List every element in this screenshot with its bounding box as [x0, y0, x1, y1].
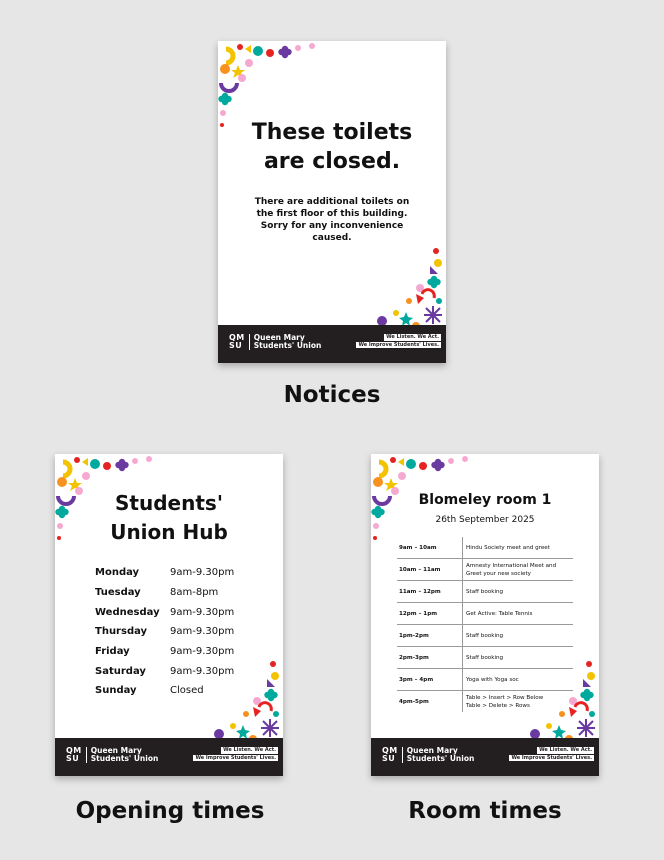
tagline-line1: We Listen. We Act.: [539, 747, 592, 753]
hours-day: Friday: [95, 646, 130, 658]
schedule-row: [397, 537, 573, 559]
schedule-event: [462, 691, 573, 712]
schedule-time: 2pm-3pm: [399, 654, 429, 661]
tagline: [356, 334, 441, 348]
poster-footer: [218, 325, 446, 363]
hub-title-line2: Union Hub: [110, 520, 228, 544]
notice-title-line2: are closed.: [263, 149, 401, 174]
qmsu-logo: [382, 747, 474, 763]
schedule-event-line1: Staff booking: [466, 632, 504, 639]
hours-row: [95, 563, 234, 583]
hours-row: [95, 661, 234, 681]
room-schedule-table: [397, 537, 573, 712]
decorative-shapes-bottom-right: [346, 246, 446, 336]
logo-mark-line1: QM: [66, 746, 82, 756]
hours-time: 9am-9.30pm: [170, 646, 235, 658]
schedule-event: [462, 625, 573, 646]
tagline: [509, 747, 594, 761]
schedule-time: 9am – 10am: [399, 544, 437, 551]
hours-day: Saturday: [95, 665, 146, 677]
schedule-event-line2: Table > Delete > Rows: [466, 702, 530, 709]
schedule-event-line1: Table > Insert > Row Below: [466, 694, 544, 701]
hours-day: Thursday: [95, 626, 148, 638]
hours-row: [95, 622, 234, 642]
schedule-row: [397, 603, 573, 625]
schedule-row: [397, 559, 573, 581]
hours-time: 9am-9.30pm: [170, 665, 235, 677]
notice-body-line: There are additional toilets on: [254, 197, 410, 207]
hours-day: Tuesday: [95, 587, 141, 599]
hours-row: [95, 681, 234, 701]
schedule-row: [397, 581, 573, 603]
notice-poster: [218, 41, 446, 363]
hours-time: Closed: [170, 685, 204, 697]
hours-time: 8am-8pm: [170, 587, 219, 599]
hours-row: [95, 642, 234, 662]
schedule-event-line2: Greet your new society: [466, 570, 531, 577]
schedule-event-line1: Hindu Society meet and greet: [466, 544, 550, 551]
schedule-event-line1: Yoga with Yoga soc: [466, 676, 519, 683]
caption-notices: Notices: [283, 382, 381, 408]
schedule-event: [462, 647, 573, 668]
room-date: 26th September 2025: [435, 515, 535, 525]
logo-mark-line1: QM: [382, 746, 398, 756]
schedule-event: [462, 669, 573, 690]
hours-row: [95, 583, 234, 603]
hours-row: [95, 602, 234, 622]
schedule-row: [397, 625, 573, 647]
schedule-event-line1: Staff booking: [466, 588, 504, 595]
opening-times-poster: [55, 454, 283, 776]
logo-name-line1: Queen Mary: [253, 333, 305, 342]
logo-name-line1: Queen Mary: [90, 746, 142, 755]
qmsu-logo: [229, 334, 321, 350]
room-times-poster: [371, 454, 599, 776]
schedule-event: [462, 537, 573, 558]
schedule-time: 11am – 12pm: [399, 588, 441, 595]
logo-mark-line2: SU: [229, 340, 243, 350]
tagline: [193, 747, 278, 761]
schedule-event: [462, 559, 573, 580]
room-title: Blomeley room 1: [418, 492, 552, 508]
tagline-line1: We Listen. We Act.: [223, 747, 276, 753]
schedule-event-line1: Staff booking: [466, 654, 504, 661]
schedule-row: [397, 669, 573, 691]
notice-body-line: the first floor of this building.: [256, 209, 408, 219]
schedule-row: [397, 647, 573, 669]
tagline-line2: We Improve Students' Lives.: [358, 341, 439, 348]
tagline-line2: We Improve Students' Lives.: [511, 754, 592, 761]
schedule-time: 12pm – 1pm: [399, 610, 438, 617]
hours-time: 9am-9.30pm: [170, 626, 235, 638]
notice-body-line: Sorry for any inconvenience: [260, 221, 404, 231]
opening-hours-list: [95, 563, 234, 701]
caption-room-times: Room times: [408, 798, 562, 824]
schedule-time: 3pm – 4pm: [399, 676, 434, 683]
hours-day: Wednesday: [95, 606, 160, 618]
poster-footer: [371, 738, 599, 776]
logo-mark-line1: QM: [229, 333, 245, 343]
caption-opening-times: Opening times: [75, 798, 265, 824]
notice-title-line1: These toilets: [251, 120, 413, 145]
logo-name-line2: Students' Union: [253, 340, 322, 350]
schedule-event: [462, 603, 573, 624]
logo-name-line2: Students' Union: [406, 753, 475, 763]
hours-time: 9am-9.30pm: [170, 606, 235, 618]
schedule-event: [462, 581, 573, 602]
hours-day: Sunday: [95, 685, 137, 697]
logo-mark-line2: SU: [382, 753, 396, 763]
logo-mark-line2: SU: [66, 753, 80, 763]
schedule-event-line1: Amnesty International Meet and: [466, 562, 557, 569]
poster-footer: [55, 738, 283, 776]
notice-body-line: caused.: [312, 233, 352, 243]
logo-name-line1: Queen Mary: [406, 746, 458, 755]
hours-time: 9am-9.30pm: [170, 567, 235, 579]
hours-day: Monday: [95, 567, 140, 579]
logo-name-line2: Students' Union: [90, 753, 159, 763]
tagline-line1: We Listen. We Act.: [386, 334, 439, 340]
schedule-time: 1pm-2pm: [399, 632, 429, 639]
schedule-row: [397, 691, 573, 712]
qmsu-logo: [66, 747, 158, 763]
schedule-event-line1: Get Active: Table Tennis: [466, 610, 533, 617]
tagline-line2: We Improve Students' Lives.: [195, 754, 276, 761]
hub-title-line1: Students': [115, 491, 223, 515]
notice-body: [248, 196, 416, 244]
schedule-time: 10am – 11am: [399, 566, 441, 573]
schedule-time: 4pm-5pm: [399, 698, 429, 705]
